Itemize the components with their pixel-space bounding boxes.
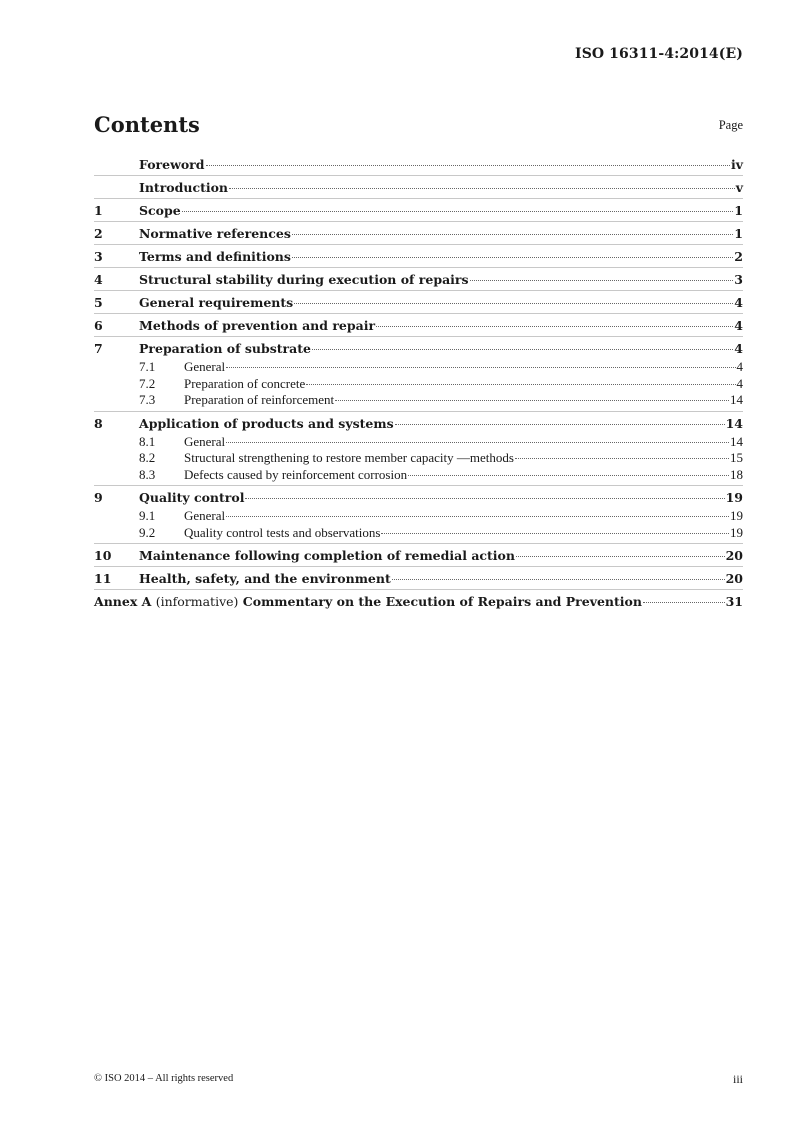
toc-dot-leader [229,188,735,189]
footer-copyright: © ISO 2014 – All rights reserved [94,1073,234,1084]
toc-subentry-number: 8.1 [139,433,156,449]
toc-dot-leader [515,458,729,459]
toc-subentry-number: 7.1 [139,359,156,374]
toc-dot-leader [292,234,733,235]
toc-entry-label: Normative references [139,226,291,241]
toc-entry[interactable] [94,176,743,199]
toc-dot-leader [395,424,725,425]
toc-entry-number: 2 [94,226,103,241]
toc-entry[interactable] [94,314,743,337]
toc-subentry-number: 8.2 [139,450,156,465]
annex-prefix: Annex A [94,594,152,609]
toc-subentry[interactable] [94,376,743,393]
toc-entry[interactable] [94,412,743,434]
toc-subentry-page: 19 [730,524,743,540]
toc-dot-leader [376,326,733,327]
toc-entry-page: 1 [734,226,743,241]
toc-entry-page: 20 [725,548,743,563]
toc-entry-label: Maintenance following completion of remedial action [139,548,515,563]
toc-annex-page: 31 [725,594,743,609]
toc-dot-leader [408,475,729,476]
toc-entry[interactable] [94,222,743,245]
toc-subentry-label: Preparation of reinforcement [184,392,335,407]
annex-type: (informative) [155,594,239,609]
toc-entry-page: 4 [734,341,743,356]
toc-dot-leader [245,498,724,499]
toc-entry-label: Structural stability during execution of repairs [139,272,469,287]
toc-subentry-number: 9.1 [139,508,156,523]
document-id: ISO 16311-4:2014(E) [575,46,743,62]
toc-entry-page: 3 [734,272,743,287]
toc-dot-leader [470,280,734,281]
toc-dot-leader [182,211,734,212]
toc-entry-number: 6 [94,318,103,333]
toc-dot-leader [292,257,733,258]
toc-subentry-page: 4 [736,375,743,391]
toc-entry-label: Health, safety, and the environment [139,571,391,586]
toc-subentry-label: Preparation of concrete [184,375,306,391]
toc-dot-leader [294,303,733,304]
toc-entry-label: Scope [139,203,181,218]
toc-entry-label: Methods of prevention and repair [139,318,376,333]
page-title: Contents [94,112,200,137]
toc-entry[interactable] [94,199,743,222]
toc-entry-label: General requirements [139,295,294,310]
toc-subentry-page: 19 [730,508,743,523]
toc-entry-label: Introduction [139,180,229,195]
toc-subentry-label: General [184,508,226,523]
toc-entry[interactable] [94,567,743,590]
toc-subentry[interactable] [94,508,743,525]
toc-entry[interactable] [94,544,743,567]
toc-entry[interactable] [94,291,743,314]
toc-entry-page: 19 [725,490,743,505]
toc-subentry-page: 14 [730,433,743,449]
toc-entry-label: Terms and definitions [139,249,291,264]
toc-subentry-number: 7.2 [139,375,156,391]
toc-subentry-label: Quality control tests and observations [184,524,381,540]
toc-entry[interactable] [94,153,743,176]
toc-entry-label: Foreword [139,157,205,172]
toc-entry-page: 4 [734,318,743,333]
toc-subentry-label: General [184,359,226,374]
toc-subentry-label: Defects caused by reinforcement corrosion [184,466,408,482]
toc-dot-leader [226,367,735,368]
toc-entry-number: 3 [94,249,103,264]
toc-entry[interactable] [94,268,743,291]
toc-entry-number: 9 [94,490,103,505]
toc-subentry[interactable] [94,450,743,467]
footer-page-number: iii [732,1072,743,1086]
toc-entry-number: 1 [94,203,103,218]
toc-dot-leader [335,400,729,401]
toc-dot-leader [392,579,725,580]
toc-entry-label: Quality control [139,490,245,505]
toc-subentry-label: Structural strengthening to restore member capacity —methods [184,450,514,465]
toc-entry-number: 4 [94,272,103,287]
toc-subentry-number: 7.3 [139,392,156,407]
toc-subentry[interactable] [94,467,743,487]
toc-entry-page: 2 [734,249,743,264]
toc-dot-leader [226,442,729,443]
toc-dot-leader [643,602,725,603]
toc-subentry[interactable] [94,434,743,451]
toc-entry-number: 11 [94,571,112,586]
toc-dot-leader [312,349,733,350]
toc-subentry[interactable] [94,392,743,412]
toc-subentry-page: 4 [736,359,743,374]
toc-dot-leader [516,556,725,557]
toc-subentry[interactable] [94,525,743,545]
toc-subentry-page: 18 [730,466,743,482]
toc-subentry-label: General [184,433,226,449]
toc-entry[interactable] [94,245,743,268]
toc-dot-leader [381,533,729,534]
toc-entry-number: 10 [94,548,112,563]
toc-entry-page: 20 [725,571,743,586]
toc-entry-label: Application of products and systems [139,415,394,431]
toc-entry-number: 7 [94,341,103,356]
toc-entry[interactable] [94,337,743,359]
toc-dot-leader [206,165,730,166]
toc-subentry-number: 8.3 [139,466,156,482]
toc-entry-page: iv [730,157,743,172]
toc-entry-page: 4 [734,295,743,310]
toc-entry-number: 8 [94,415,103,431]
annex-title: Commentary on the Execution of Repairs and Prevention [242,594,642,609]
toc-annex-label [94,594,642,610]
toc-subentry-number: 9.2 [139,524,156,540]
table-of-contents [94,153,743,612]
toc-subentry-page: 14 [730,392,743,407]
toc-annex-entry[interactable] [94,590,743,612]
toc-entry-page: 1 [734,203,743,218]
toc-dot-leader [226,516,729,517]
toc-entry-label: Preparation of substrate [139,341,311,356]
toc-subentry[interactable] [94,359,743,376]
toc-entry-number: 5 [94,295,103,310]
page-column-label: Page [718,118,743,132]
toc-entry[interactable] [94,486,743,508]
toc-entry-page: v [735,180,743,195]
toc-dot-leader [306,384,735,385]
toc-entry-page: 14 [725,415,743,431]
toc-subentry-page: 15 [730,450,743,465]
